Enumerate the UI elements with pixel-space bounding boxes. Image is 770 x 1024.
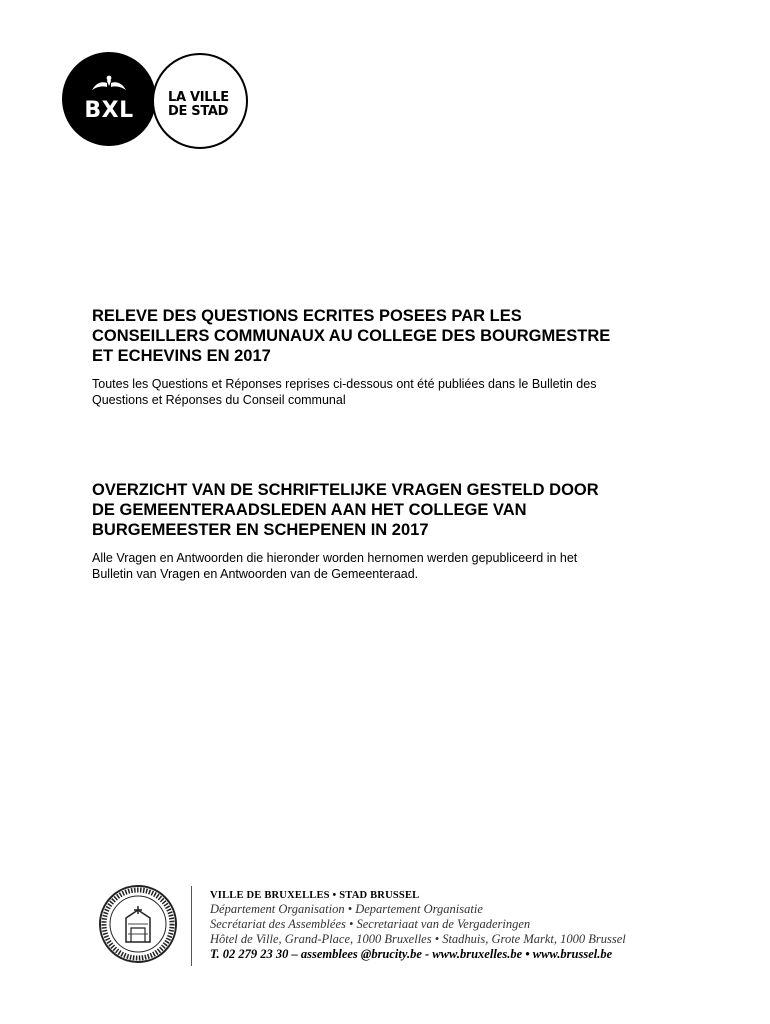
french-title-line: ET ECHEVINS EN 2017	[92, 347, 271, 365]
city-seal-icon	[98, 884, 178, 964]
footer-address	[210, 890, 626, 962]
dutch-title-line: BURGEMEESTER EN SCHEPENEN IN 2017	[92, 521, 429, 539]
logo-line-2: DE STAD	[168, 104, 229, 119]
french-title-line: RELEVE DES QUESTIONS ECRITES POSEES PAR LES	[92, 307, 522, 325]
la-ville-de-stad-badge	[152, 53, 248, 149]
footer-address-line: Hôtel de Ville, Grand-Place, 1000 Bruxelles • Stadhuis, Grote Markt, 1000 Brussel	[210, 932, 626, 946]
dutch-description	[92, 550, 692, 582]
dutch-title-line: DE GEMEENTERAADSLEDEN AAN HET COLLEGE VAN	[92, 501, 527, 519]
footer-heading: VILLE DE BRUXELLES • STAD BRUSSEL	[210, 890, 420, 901]
bxl-text: BXL	[84, 98, 134, 123]
dutch-section	[92, 480, 692, 582]
dutch-desc-line: Alle Vragen en Antwoorden die hieronder worden hernomen werden gepubliceerd in het	[92, 551, 578, 565]
footer-department: Département Organisation • Departement Organisatie	[210, 902, 483, 916]
french-title-line: CONSEILLERS COMMUNAUX AU COLLEGE DES BOURGMESTRE	[92, 327, 611, 345]
dutch-title-line: OVERZICHT VAN DE SCHRIFTELIJKE VRAGEN GESTELD DOOR	[92, 481, 599, 499]
footer-contact: T. 02 279 23 30 – assemblees @brucity.be - www.bruxelles.be • www.brussel.be	[210, 947, 613, 961]
bxl-badge	[62, 52, 156, 146]
dutch-desc-line: Bulletin van Vragen en Antwoorden van de Gemeenteraad.	[92, 567, 419, 581]
french-section	[92, 306, 692, 408]
logo-line-1: LA VILLE	[168, 90, 229, 105]
footer	[98, 884, 738, 968]
french-desc-line: Toutes les Questions et Réponses reprises ci-dessous ont été publiées dans le Bulletin des	[92, 377, 597, 391]
city-logo	[62, 52, 250, 148]
saint-michel-icon	[90, 74, 128, 96]
footer-secretariat: Secrétariat des Assemblées • Secretariaat van de Vergaderingen	[210, 917, 531, 931]
french-desc-line: Questions et Réponses du Conseil communal	[92, 393, 346, 407]
dutch-title	[92, 480, 692, 540]
french-title	[92, 306, 692, 366]
french-description	[92, 376, 692, 408]
footer-divider	[191, 886, 192, 966]
